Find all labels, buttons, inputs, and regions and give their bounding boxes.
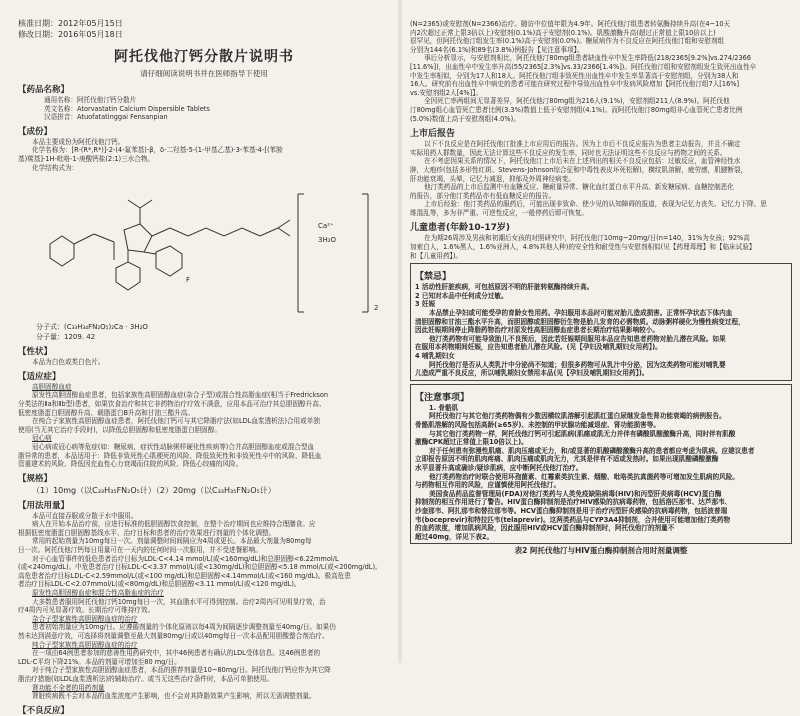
- dosage-line: 本品可直接吞服或分散于水中服用。: [32, 511, 138, 520]
- caution-line: 他汀类药物治疗时联合使用环孢菌素、红霉素类抗生素、烟酸、吡咯类抗真菌药等可增加发生肌病的风险。: [429, 472, 739, 481]
- caution-line: 对于任何患有弥漫性肌痛、肌肉压痛或无力，和/或显著的肌酸磷酸激酶升高的患者都应考虑为肌病。应建议患者: [429, 446, 755, 455]
- postmarket-line: 上市后经验：他汀类药品的服药后，可能出现非致命、使少见的认知障碍的报道，表现为记忆力丧失、记忆力下降、思: [424, 200, 767, 209]
- dosage-line: 者治疗目标LDL-C<2.07mmol/L(或<80mg/dL)和总胆固醇<3.11 mmol/L(或<120 mg/dL)。: [18, 580, 301, 589]
- indication-line: 低密度脂蛋白胆固醇升高、载脂蛋白B升高和甘油三酯升高。: [18, 408, 194, 417]
- section-strength: 【规格】: [18, 473, 53, 484]
- contra-line: 儿造成严重不良反应，所以哺乳期妇女禁用本品(见【孕妇及哺乳期妇女用药】)。: [415, 369, 649, 378]
- trial-line: 16人。研究前有出血性卒中病史的患者可能在研究过程中导致出血性卒中发病风险增加【阿托伐他汀组7人[16%]: [410, 80, 740, 89]
- postmarket-line: 在不考虑因果关系的情况下，阿托伐他汀上市后未在上述列出的相关不良反应包括：过敏反应，血管神经性水: [424, 157, 741, 166]
- trial-line: 内2次超过正常上限3倍以上)安慰剂(0.1%)高于安慰剂(0.1%)。肌酸激酶升高(超过正常值上限10倍以上): [410, 28, 716, 37]
- trial-line: (N=2365)或安慰剂(N=2366)治疗。随访中位值年限为4.9年。阿托伐他汀组患者转氨酶持续升高(在4~10天: [410, 20, 731, 28]
- ingredient-line: 化学名称为：[R-(R*,R*)]-2-(4-氟苯基)-β，δ-二羟基-5-(1-甲基乙基)-3-苯基-4-[(苯胺: [32, 146, 283, 155]
- caution-line: 与药物相互作用的风险，应谨慎使用阿托伐他汀。: [415, 481, 561, 490]
- postmarket-line: 实际用药人群数量，因此无法计算这些不良反应的发生率，同时也无法证明这些不良反应与药物之间的关系。: [410, 148, 727, 157]
- table-caption: 表2 阿托伐他汀与HIV蛋白酶抑制剂合用时剂量调整: [514, 546, 688, 556]
- dosage-line: 患者初始剂量应为10mg/日。应遵循剂量的个体化原则以每4周为间隔逐步调整剂量至40mg/日。如果仍: [32, 623, 336, 632]
- indication-line: 冠心病或冠心病等危症(如：糖尿病，症状性动脉粥样硬化性疾病等)合并高胆固醇血症或混合型血: [32, 442, 315, 451]
- document-title: 阿托伐他汀钙分散片说明书: [114, 49, 294, 65]
- trial-line: 分别为144名(6.1%)和89名(3.8%)例报告【见注意事项】。: [410, 45, 584, 54]
- contraindications-box: [410, 263, 792, 381]
- left-column: [0, 0, 398, 716]
- trial-line: 中发生率相似，分别为17人和18人。阿托伐他汀组非致死性出血性卒中发生率显著高于安慰剂组，分别为38人和: [410, 71, 739, 80]
- dosage-subheading: 原发性高胆固醇血症和混合性高脂血症的治疗: [32, 589, 164, 598]
- dosage-line: 常用的起始剂量为10mg每日一次。剂量调整时间间隔应为4周或更长。本品最大剂量为80mg每: [32, 537, 312, 546]
- contra-line: 本品禁止孕妇或可能受孕的育龄女性用药。孕妇服用本品时可能对胎儿造成损害。正常怀孕状态下体内血: [429, 309, 733, 318]
- caution-line: 美国食品药品监督管理局(FDA)对他汀类药与人类免疫缺陷病毒(HIV)和丙型肝炎病毒(HCV)蛋白酶: [429, 489, 722, 498]
- precautions-box: [410, 384, 792, 545]
- caution-line: 1. 骨骼肌: [429, 403, 459, 412]
- indication-subheading: 高胆固醇血症: [32, 382, 72, 391]
- contra-line: 2 已知对本品中任何成分过敏。: [415, 291, 508, 300]
- indication-line: 脂异常的患者，本品适用于：降低非致死性心肌梗死的风险、降低致死性和非致死性卒中的风险、降低血: [18, 451, 322, 460]
- contra-line: 在服用本药物期间妊娠，应告知患者胎儿潜在风险。(见【孕妇及哺乳期妇女用药】)。: [415, 343, 662, 352]
- calcium-label: Ca²⁺: [318, 222, 334, 231]
- contra-line: 3 妊娠: [415, 300, 436, 309]
- postmarket-line: 肝功能衰竭，头晕，记忆力减退，抑郁及外周神经病变。: [410, 174, 575, 183]
- section-adverse-reactions: 【不良反应】: [18, 705, 70, 716]
- section-drug-name: 【药品名称】: [18, 85, 70, 95]
- section-dosage: 【用法用量】: [18, 500, 70, 511]
- pediatric-line: 和【儿童用药】)。: [410, 251, 463, 260]
- section-ingredients: 【成份】: [18, 126, 53, 137]
- dosage-line: (或<240mg/dL)。中危患者治疗目标LDL-C<3.37 mmol/L(或<130mg/dL)和总胆固醇<5.18 mmol/L(或<200mg/dL)。: [18, 563, 382, 572]
- contra-line: 1 活动性肝脏疾病，可包括原因不明的肝脏转氨酶持续升高。: [415, 283, 594, 292]
- precautions-heading: 【注意事项】: [415, 392, 470, 403]
- trial-line: (5.0%)数值上高于安慰剂组(4.0%)。: [410, 114, 520, 123]
- trial-line: 汀80mg组心血管死亡患者比例(3.3%)数值上低于安慰剂组(4.1%)。而阿托伐他汀80mg组非心血管死亡患者比例: [410, 105, 743, 114]
- strength-value: （1）10mg（以C₃₃H₃₅FN₂O₅计）（2）20mg（以C₃₃H₃₅FN₂O₅计）: [32, 485, 276, 495]
- dosage-line: 对于心血管事件的低危患者治疗目标为LDL-C<4.14 mmol/L(或<160mg/dL)和总胆固醇<6.22mmol/L: [32, 554, 339, 563]
- postmarket-line: 维混乱等，多为非严重、可逆性反应，一般停药后即可恢复。: [410, 208, 589, 217]
- trial-line: 事后分析显示，与安慰剂相比，阿托伐他汀80mg组患者缺血性卒中发生率降低(218/2365[9.2%]vs.274/2366: [424, 54, 752, 63]
- dosage-subheading: 杂合子型家族性高胆固醇血症的治疗: [32, 614, 138, 623]
- description-line: 本品为白色或类白色片。: [32, 358, 105, 367]
- ingredient-line: 基)羰基]-1H-吡咯-1-庚酸钙盐(2:1)三水合物。: [18, 154, 155, 163]
- dosage-line: 疗4周内可见显著疗效。长期治疗可维持疗效。: [18, 606, 155, 615]
- indication-line: 管重建术的风险、降低因充血性心力衰竭而住院的风险、降低心绞痛的风险。: [18, 460, 243, 469]
- dosage-line: LDL-C平均下降21%。本品的剂量可增加至80 mg/日。: [18, 657, 181, 666]
- postmarket-line: 他汀类药品的上市后监测中有血糖反应、糖耐量异常、糖化血红蛋白水平升高、新发糖尿病、血糖控制恶化: [424, 183, 734, 192]
- postmarket-line: 肿，大疱疹(包括多形性红斑、Stevens-Johnson综合征和中毒性表皮坏死松解)，横纹肌溶解，疲劳感，肌腱断裂，: [410, 165, 748, 174]
- dosage-subheading: 纯合子型家族性高胆固醇血症的治疗: [32, 640, 138, 649]
- drug-name-line: 汉语拼音：Atuofatatinggai Fensanpian: [44, 113, 168, 122]
- revised-date: 修改日期：2016年05月18日: [18, 30, 123, 39]
- caution-line: 骨骼肌溶解的风险包括高龄(≥65岁)、未控制的甲状腺功能减退症、肾功能损害等。: [415, 420, 660, 429]
- postmarket-heading: 上市后报告: [410, 129, 456, 140]
- caution-line: 与其它他汀类药物一样，阿托伐他汀钙可引起肌病(肌痛或肌无力并伴有磷酸肌酸激酶升高，同时伴有肌酸: [429, 429, 736, 438]
- dosage-line: 然未达到满意疗效，可选择将剂量调整至最大剂量80mg/日或以40mg每日一次本品配用胆酸螯合剂治疗。: [18, 632, 329, 640]
- postmarket-line: 以下不良反应是在阿托伐他汀批准上市应用后的报告。因为上市后不良反应报告为患者主动报告，并且不确定: [424, 140, 741, 149]
- indication-subheading: 冠心病: [32, 434, 52, 443]
- dosage-line: 脂治疗措施(如LDL血浆透析法)的辅助治疗。或当无这些治疗条件时，本品可单独使用。: [18, 674, 273, 683]
- water-label: 3H₂O: [318, 236, 337, 245]
- contra-line: 清胆固醇和甘油三酯水平升高，而胆固醇或胆固醇衍生物是胎儿发育的必需物质。动脉粥样硬化为慢性病变过程，: [415, 317, 745, 326]
- page-gutter: [398, 0, 402, 663]
- dosage-line: 在一项由64例患者参加的慈善性用药研究中，其中46例患者有确认的LDL受体信息。这46例患者的: [32, 649, 321, 658]
- contra-line: 他汀类药物有可能导致胎儿不良预后，因此若妊娠期间服用本品应告知患者药物对胎儿潜在风险。如果: [429, 334, 726, 343]
- trial-line: 很罕见，但阿托伐他汀组发生率(0.1%)高于安慰剂(0.0%)。糖尿病作为不良反应在阿托伐他汀组和安慰剂组: [410, 37, 725, 46]
- dosage-line: 根据低密度脂蛋白胆固醇基线水平、治疗目标和患者的治疗效果进行剂量的个体化调整。: [18, 528, 276, 537]
- ingredient-line: 化学结构式为：: [32, 163, 79, 172]
- dosage-line: 大多数患者服用阿托伐他汀钙10mg每日一次，其血脂水平可得到控制。治疗2周内可见明显疗效，治: [32, 597, 326, 606]
- molecular-formula: 分子式：(C₃₃H₃₄FN₂O₅)₂Ca · 3H₂O: [36, 323, 148, 332]
- contra-line: 阿托伐他汀是否从人类乳汁中分泌尚不知道；但很多药物可从乳汁中分泌，因为这类药物可能对哺乳婴: [429, 360, 726, 369]
- indication-line: 分类法的Ⅱa和Ⅱb型)患者，如果饮食治疗和其它非药物治疗疗效不满意，应用本品可治疗其总胆固醇升高、: [18, 399, 326, 408]
- caution-line: 的血药浓度，增加肌病风险，因此服用HIV或HCV蛋白酶抑制剂时，阿托伐他汀的剂量不: [415, 524, 675, 533]
- section-indications: 【适应症】: [18, 371, 61, 382]
- caution-line: 韦(boceprevir)和特拉匹韦(telaprevir)。这两类药品与CYP3A4抑制剂，合并使用可能增加他汀类药物: [415, 515, 731, 524]
- caution-line: 超过40mg，详见下表2。: [415, 532, 494, 541]
- caution-line: 激酶CPK超过正常值上限10倍以上)。: [415, 438, 528, 447]
- drug-name-line: 英文名称：Atorvastatin Calcium Dispersible Tablets: [44, 104, 210, 113]
- dosage-line: 肾脏疾病既不会对本品的血浆浓度产生影响，也不会对其降脂效果产生影响，所以无需调整剂量。: [32, 692, 316, 701]
- trial-line: vs.安慰剂组2人[4%]】。: [410, 88, 483, 97]
- indication-line: 原发性高胆固醇血症患者，包括家族性高胆固醇血症(杂合子型)或混合性高脂血症(相当于Fredrickson: [32, 391, 329, 400]
- caution-line: 抑制剂的相互作用进行了警告。HIV蛋白酶抑制剂是治疗HIV感染的抗病毒药物，包括洛匹那韦、达芦那韦、: [415, 498, 732, 507]
- molecular-weight: 分子量：1209. 42: [36, 333, 96, 342]
- dosage-line: 高危患者治疗目标LDL-C<2.59mmol/L(或<100 mg/dL)和总胆固醇<4.14mmol/L(或<160 mg/dL)。极高危患: [18, 571, 351, 580]
- caution-line: 阿托伐他汀与其它他汀类药物偶有少数因横纹肌溶解引起肌红蛋白尿继发急性肾功能衰竭的病例报告。: [429, 412, 726, 421]
- pediatric-heading: 儿童患者(年龄10-17岁): [410, 223, 511, 234]
- chemical-structure: [18, 172, 390, 322]
- dosage-line: 日一次。阿托伐他汀钙每日用量可在一天内的任何时间一次服用，并不受进餐影响。: [18, 546, 262, 555]
- pediatric-line: 在为期26周涉及男孩和初潮后女孩的对照研究中，阿托伐他汀10mg~20mg/日(n=140，31%为女孩；92%高: [424, 234, 750, 243]
- dosage-line: 对于纯合子型家族性高胆固醇血症患者，本品的推荐剂量是10~80mg/日。阿托伐他汀钙应作为其它降: [32, 666, 331, 675]
- right-column: [404, 0, 800, 663]
- section-description: 【性状】: [18, 347, 53, 358]
- caution-line: 沙奎那韦、阿扎那韦和替拉那韦等。HCV蛋白酶抑制剂是用于治疗丙型肝炎感染的抗病毒药物，包括波普瑞: [415, 506, 728, 515]
- caution-line: 立即报告原因不明的肌肉疼痛、肌肉压痛或肌肉无力，尤其是伴有不适或发热时。如果出现肌酸磷酸激酶: [415, 455, 719, 464]
- trial-line: 全因死亡率两组间无显著差异，阿托伐他汀80mg组为216人(9.1%)，安慰剂组211人(8.9%)。阿托伐他: [424, 97, 730, 106]
- reading-warning: 请仔细阅读说明书并在医师指导下使用: [140, 69, 268, 78]
- contra-line: 因此妊娠期间停止降脂药物治疗对原发性高胆固醇血症患者长期治疗结果影响较小。: [415, 326, 659, 335]
- dosage-line: 病人在开始本品治疗前，应进行标准的低胆固醇饮食控制，在整个治疗期间也应维持合理膳食。应: [32, 520, 316, 529]
- drug-name-line: 通用名称：阿托伐他汀钙分散片: [44, 96, 137, 104]
- fluoro-label: F: [186, 276, 191, 285]
- structure-drawing: [28, 172, 388, 322]
- ingredient-line: 本品主要成份为阿托伐他汀钙。: [32, 137, 125, 146]
- dosage-subheading: 肾功能不全者的用药剂量: [32, 683, 105, 692]
- caution-line: 水平显著升高或确诊/疑诊肌病，应中断阿托伐他汀治疗。: [415, 463, 583, 472]
- pediatric-line: 加索白人，1.6%黑人，1.6%亚洲人，4.8%其他人种)的安全性和耐受性与安慰剂相似(见【药理毒理】和【临床试验】: [410, 243, 756, 252]
- approved-date: 核准日期：2012年05月15日: [18, 19, 123, 28]
- contraindications-heading: 【禁忌】: [415, 272, 452, 283]
- indication-line: 在纯合子家族性高胆固醇血症患者，阿托伐他汀钙可与其它降脂疗法(如LDL血浆透析法)合用或单独: [32, 417, 320, 426]
- trial-line: [11.6%])，出血性卒中发生率升高(55/2365[2.3%]vs.33/2366[1.4%])。阿托伐他汀组和安慰剂组发生致死出血性卒: [410, 62, 757, 71]
- contra-line: 4 哺乳期妇女: [415, 352, 455, 360]
- postmarket-line: 的报告，部分他汀类药品亦有低血糖反应的报告。: [410, 191, 556, 200]
- stoichiometry-label: 2: [374, 304, 379, 313]
- indication-line: 使用(当无其它治疗手段时)，以降低总胆固醇和低密度脂蛋白胆固醇。: [18, 425, 221, 434]
